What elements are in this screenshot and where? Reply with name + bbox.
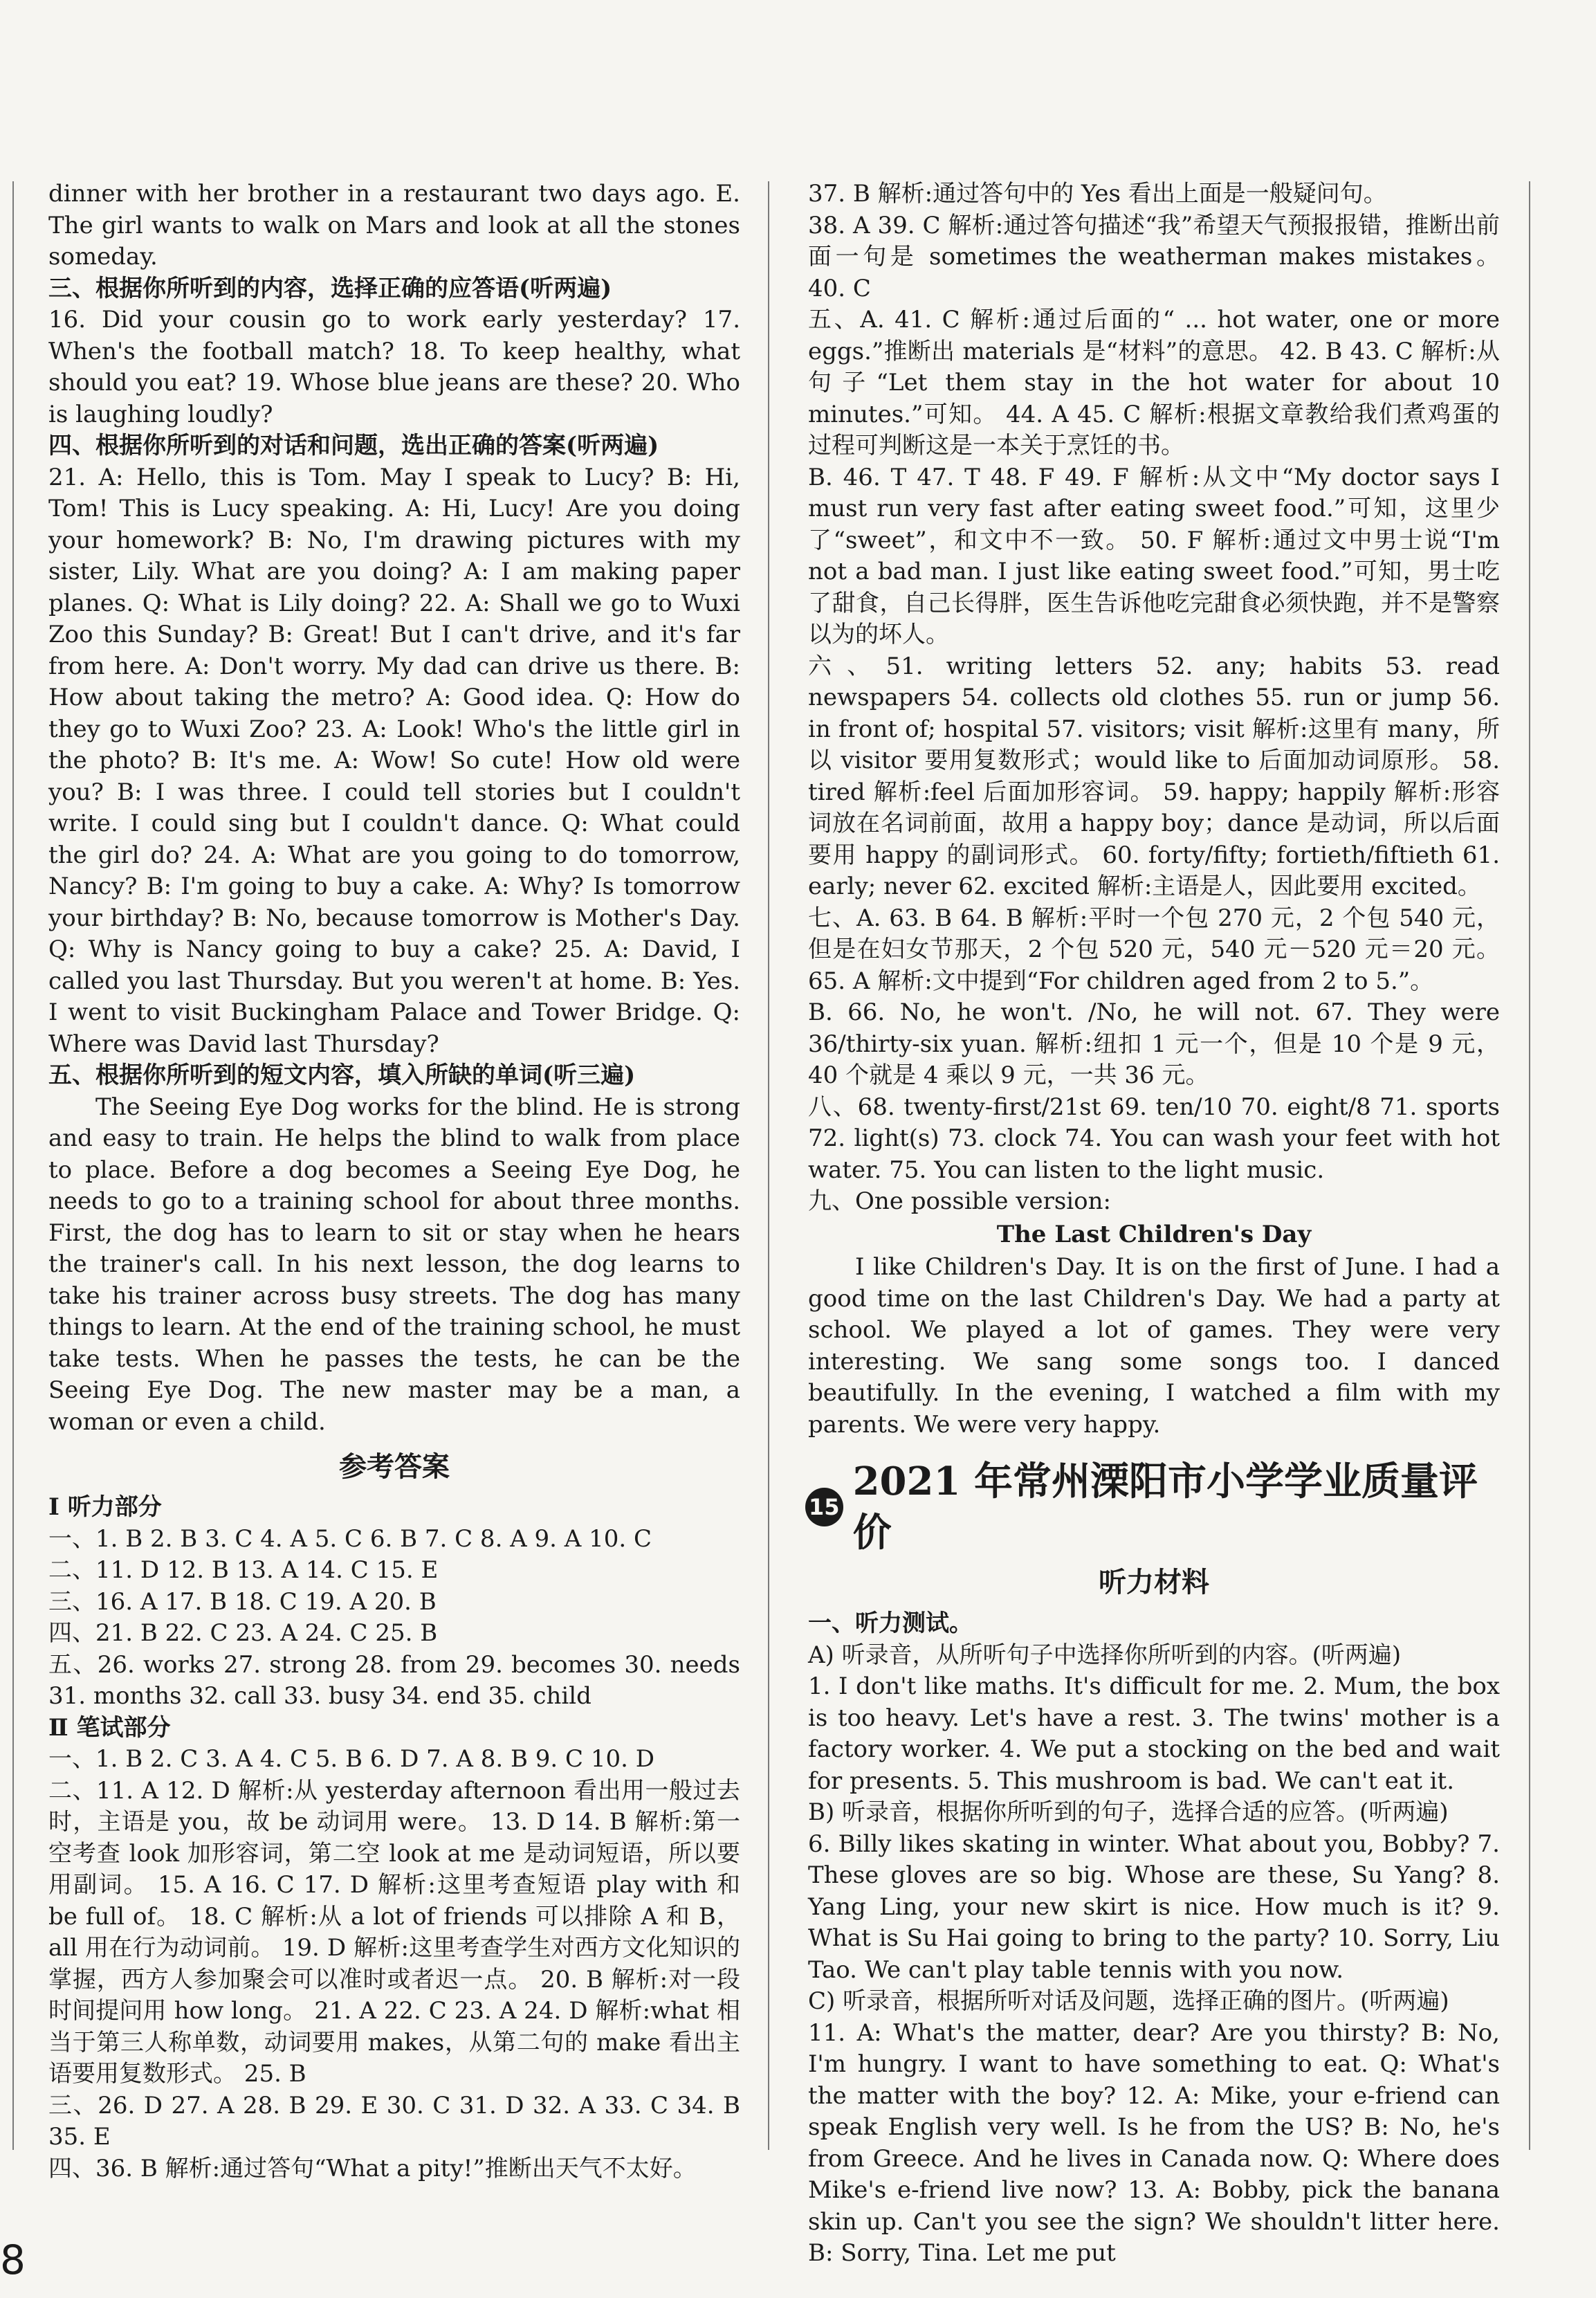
test-title: 2021 年常州溧阳市小学学业质量评价 [852, 1459, 1478, 1556]
answer-line: 38. A 39. C 解析:通过答句描述“我”希望天气预报报错，推断出前面一句是 sometimes the weatherman makes mistakes。 40. C [808, 211, 1500, 302]
left-margin-rule [12, 181, 14, 2150]
paragraph: 11. A: What's the matter, dear? Are you thirsty? B: No, I'm hungry. I want to have something to eat. Q: What's the matter with the boy? 12. A: Mike, your e-friend can speak English very well. Is he from the US? B: No, he's from Greece. And he lives in Canada now. Q: Where does Mike's e-friend live now? 13. A: Bobby, pick the banana skin up. Can't you see the sign? We shouldn't litter here. B: Sorry, Tina. Let me put [808, 2018, 1500, 2267]
section-heading: 五、根据你所听到的短文内容，填入所缺的单词(听三遍) [48, 1061, 636, 1089]
circled-number-badge: 15 [805, 1488, 843, 1526]
part-heading: Ⅰ 听力部分 [48, 1493, 162, 1521]
answer-line: 二、11. D 12. B 13. A 14. C 15. E [48, 1556, 439, 1584]
left-column [48, 179, 740, 2185]
answer-line: 八、68. twenty-first/21st 69. ten/10 70. eight/8 71. sports 72. light(s) 73. clock 74. You can wash your feet with hot water. 75. You can listen to the light music. [808, 1093, 1500, 1184]
instruction: C) 听录音，根据所听对话及问题，选择正确的图片。(听两遍) [808, 1987, 1449, 2015]
instruction: B) 听录音，根据你所听到的句子，选择合适的应答。(听两遍) [808, 1798, 1449, 1826]
answer-line: B. 66. No, he won't. /No, he will not. 67. They were 36/thirty-six yuan. 解析:纽扣 1 元一个，但是 10 个是 9 元，40 个就是 4 乘以 9 元，一共 36 元。 [808, 998, 1500, 1089]
section-heading: 三、根据你所听到的内容，选择正确的应答语(听两遍) [48, 274, 612, 302]
paragraph: 1. I don't like maths. It's difficult for me. 2. Mum, the box is too heavy. Let's have a rest. 3. The twins' mother is a factory worker. 4. We put a stocking on the bed and wait for presents. 5. This mushroom is bad. We can't eat it. [808, 1672, 1500, 1795]
page-number: 8 [0, 2236, 26, 2283]
paragraph: 16. Did your cousin go to work early yesterday? 17. When's the football match? 18. To keep healthy, what should you eat? 19. Whose blue jeans are these? 20. Who is laughing loudly? [48, 306, 740, 428]
answer-line: 六、51. writing letters 52. any; habits 53. read newspapers 54. collects old clothes 55. run or jump 56. in front of; hospital 57. visitors; visit 解析:这里有 many，所以 visitor 要用复数形式；would like to 后面加动词原形。 58. tired 解析:feel 后面加形容词。 59. happy; happily 解析:形容词放在名词前面，故用 a happy boy；dance 是动词，所以后面要用 happy 的副词形式。 60. forty/fifty; fortieth/fiftieth 61. early; never 62. excited 解析:主语是人，因此要用 excited。 [808, 652, 1500, 900]
answer-line: 一、1. B 2. C 3. A 4. C 5. B 6. D 7. A 8. B 9. C 10. D [48, 1745, 654, 1773]
passage: The Seeing Eye Dog works for the blind. He is strong and easy to train. He helps the blind to walk from place to place. Before a dog becomes a Seeing Eye Dog, he needs to go to a training school for about three months. First, the dog has to learn to sit or stay when he hears the trainer's call. In his next lesson, the dog learns to take his trainer across busy streets. The dog has many things to learn. At the end of the training school, he must take tests. When he passes the tests, he can be the Seeing Eye Dog. The new master may be a man, a woman or even a child. [48, 1093, 740, 1436]
essay-title: The Last Children's Day [996, 1220, 1312, 1248]
column-divider [768, 181, 769, 2150]
answer-line: 五、26. works 27. strong 28. from 29. becomes 30. needs 31. months 32. call 33. busy 34. end 35. child [48, 1650, 740, 1710]
answer-line: 九、One possible version: [808, 1187, 1111, 1215]
paragraph: dinner with her brother in a restaurant two days ago. E. The girl wants to walk on Mars and look at all the stones someday. [48, 180, 740, 271]
answer-line: 七、A. 63. B 64. B 解析:平时一个包 270 元，2 个包 540 元，但是在妇女节那天，2 个包 520 元，540 元－520 元＝20 元。 65. A 解析:文中提到“For children aged from 2 to 5.”。 [808, 904, 1500, 995]
right-margin-rule [1529, 181, 1530, 2150]
paragraph: 6. Billy likes skating in winter. What about you, Bobby? 7. These gloves are so big. Whose are these, Su Yang? 8. Yang Ling, your new skirt is nice. How much is it? 9. What is Su Hai going to bring to the party? 10. Sorry, Liu Tao. We can't play table tennis with you now. [808, 1830, 1500, 1984]
listening-material-title: 听力材料 [1099, 1566, 1209, 1598]
answer-line: 一、1. B 2. B 3. C 4. A 5. C 6. B 7. C 8. A 9. A 10. C [48, 1524, 652, 1553]
right-column [808, 179, 1500, 2270]
answer-key-title: 参考答案 [339, 1450, 450, 1483]
paragraph: 21. A: Hello, this is Tom. May I speak to Lucy? B: Hi, Tom! This is Lucy speaking. A: Hi, Lucy! Are you doing your homework? B: No, I'm drawing pictures with my sister, Lily. What are you doing? A: I am making paper planes. Q: What is Lily doing? 22. A: Shall we go to Wuxi Zoo this Sunday? B: Great! But I can't drive, and it's far from here. A: Don't worry. My dad can drive us there. B: How about taking the metro? A: Good idea. Q: How do they go to Wuxi Zoo? 23. A: Look! Who's the little girl in the photo? B: It's me. A: Wow! So cute! How old were you? B: I was three. I could tell stories but I couldn't write. I could sing but I couldn't dance. Q: What could the girl do? 24. A: What are you going to do tomorrow, Nancy? B: I'm going to buy a cake. A: Why? Is tomorrow your birthday? B: No, because tomorrow is Mother's Day. Q: Why is Nancy going to buy a cake? 25. A: David, I called you last Thursday. But you weren't at home. B: Yes. I went to visit Buckingham Palace and Tower Bridge. Q: Where was David last Thursday? [48, 463, 740, 1058]
section-heading: 四、根据你所听到的对话和问题，选出正确的答案(听两遍) [48, 432, 659, 459]
answer-line: 37. B 解析:通过答句中的 Yes 看出上面是一般疑问句。 [808, 180, 1387, 208]
essay-body: I like Children's Day. It is on the first of June. I had a good time on the last Children's Day. We had a party at school. We played a lot of games. They were very interesting. We sang some songs too. I danced beautifully. In the evening, I watched a film with my parents. We were very happy. [808, 1253, 1500, 1439]
test-heading [805, 1456, 1500, 1558]
answer-line: 三、16. A 17. B 18. C 19. A 20. B [48, 1587, 437, 1616]
answer-line: 四、36. B 解析:通过答句“What a pity!”推断出天气不太好。 [48, 2154, 697, 2182]
part-heading: Ⅱ 笔试部分 [48, 1713, 171, 1742]
answer-line: 二、11. A 12. D 解析:从 yesterday afternoon 看出用一般过去时，主语是 you，故 be 动词用 were。 13. D 14. B 解析:第一空考查 look 加形容词，第二空 look at me 是动词短语，所以要用副词。 15. A 16. C 17. D 解析:这里考查短语 play with 和 be full of。 18. C 解析:从 a lot of friends 可以排除 A 和 B，all 用在行为动词前。 19. D 解析:这里考查学生对西方文化知识的掌握，西方人参加聚会可以准时或者迟一点。 20. B 解析:对一段时间提问用 how long。 21. A 22. C 23. A 24. D 解析:what 相当于第三人称单数，动词要用 makes，从第二句的 make 看出主语要用复数形式。 25. B [48, 1776, 740, 2088]
answer-line: 四、21. B 22. C 23. A 24. C 25. B [48, 1619, 438, 1647]
instruction: A) 听录音，从所听句子中选择你所听到的内容。(听两遍) [808, 1641, 1402, 1669]
answer-line: 五、A. 41. C 解析:通过后面的“ ... hot water, one or more eggs.”推断出 materials 是“材料”的意思。 42. B 43. C 解析:从句子“Let them stay in the hot water for about 10 minutes.”可知。 44. A 45. C 解析:根据文章教给我们煮鸡蛋的过程可判断这是一本关于烹饪的书。 [808, 306, 1500, 459]
answer-line: B. 46. T 47. T 48. F 49. F 解析:从文中“My doctor says I must run very fast after eating sweet food.”可知，这里少了“sweet”，和文中不一致。 50. F 解析:通过文中男士说“I'm not a bad man. I just like eating sweet food.”可知，男士吃了甜食，自己长得胖，医生告诉他吃完甜食必须快跑，并不是警察以为的坏人。 [808, 463, 1500, 648]
answer-line: 三、26. D 27. A 28. B 29. E 30. C 31. D 32. A 33. C 34. B 35. E [48, 2091, 740, 2151]
section-heading: 一、听力测试。 [808, 1609, 973, 1637]
